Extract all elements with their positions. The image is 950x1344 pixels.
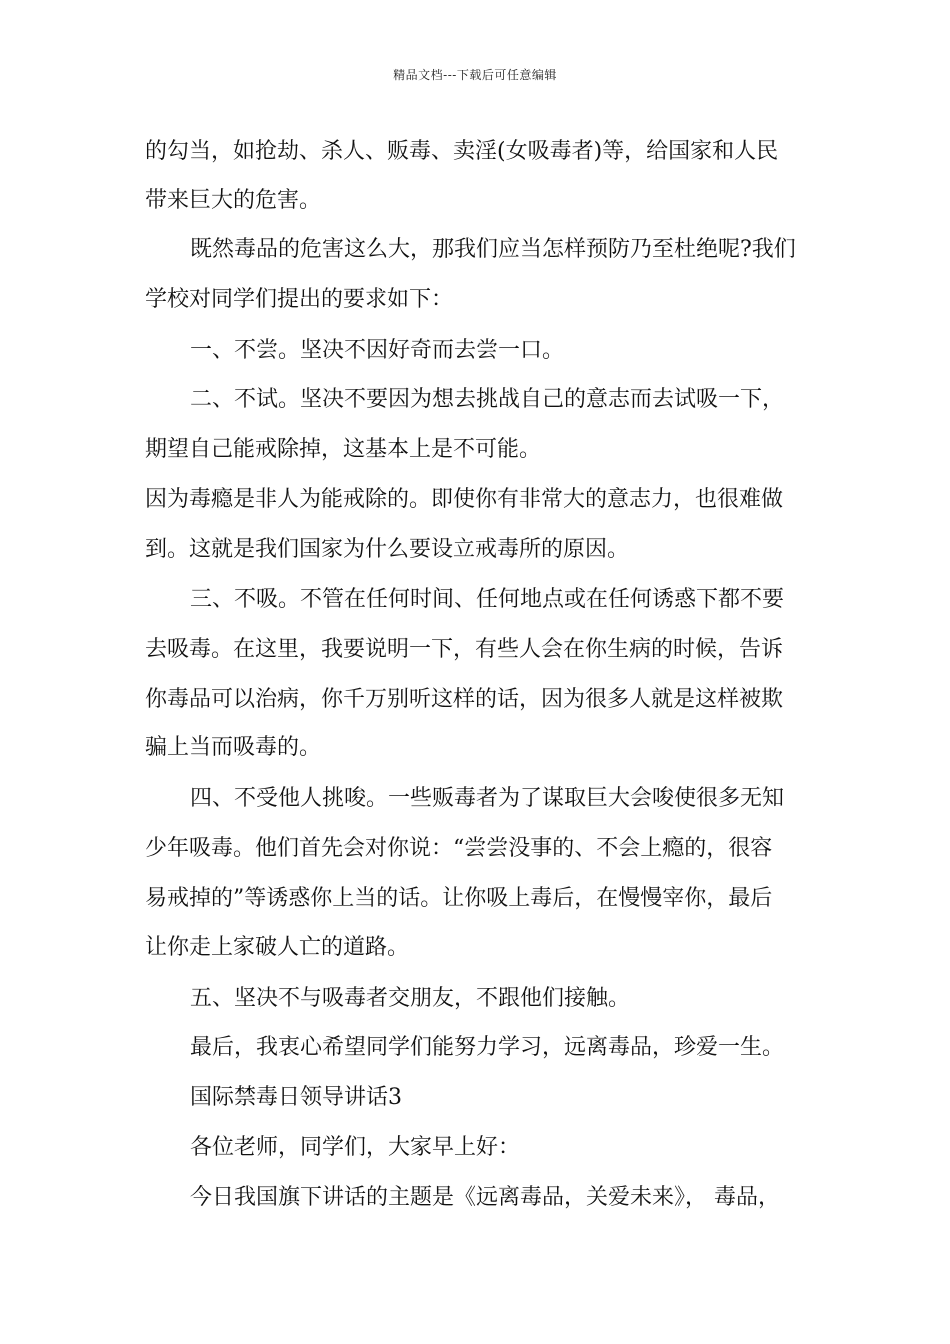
- text-line: 各位老师，同学们，大家早上好：: [190, 1135, 521, 1160]
- text-line: 一、不尝。坚决不因好奇而去尝一口。: [190, 338, 565, 363]
- text-line: 到。这就是我们国家为什么要设立戒毒所的原因。: [145, 537, 630, 562]
- text-line: 你毒品可以治病，你千万别听这样的话，因为很多人就是这样被欺: [145, 687, 784, 712]
- text-line: 今日我国旗下讲话的主题是《远离毒品，关爱未来》， 毒品，: [190, 1185, 780, 1210]
- section-heading: 国际禁毒日领导讲话3: [190, 1085, 402, 1110]
- text-line: 二、不试。坚决不要因为想去挑战自己的意志而去试吸一下，: [190, 387, 785, 412]
- text-line: 让你走上家破人亡的道路。: [145, 935, 410, 960]
- text-line: 的勾当，如抢劫、杀人、贩毒、卖淫(女吸毒者)等，给国家和人民: [145, 139, 779, 164]
- text-line: 最后，我衷心希望同学们能努力学习，远离毒品，珍爱一生。: [190, 1035, 785, 1060]
- page-header: 精品文档---下载后可任意编辑: [393, 68, 557, 82]
- text-line: 少年吸毒。他们首先会对你说：“尝尝没事的、不会上瘾的，很容: [145, 836, 773, 861]
- text-line: 四、不受他人挑唆。一些贩毒者为了谋取巨大会唆使很多无知: [190, 786, 785, 811]
- text-line: 三、不吸。不管在任何时间、任何地点或在任何诱惑下都不要: [190, 587, 785, 612]
- text-line: 带来巨大的危害。: [145, 188, 322, 213]
- text-line: 期望自己能戒除掉，这基本上是不可能。: [145, 437, 542, 462]
- text-line: 既然毒品的危害这么大，那我们应当怎样预防乃至杜绝呢?我们: [190, 237, 796, 262]
- text-line: 易戒掉的”等诱惑你上当的话。让你吸上毒后，在慢慢宰你，最后: [145, 886, 773, 911]
- text-line: 骗上当而吸毒的。: [145, 735, 322, 760]
- text-line: 因为毒瘾是非人为能戒除的。即使你有非常大的意志力，也很难做: [145, 487, 784, 512]
- text-line: 五、坚决不与吸毒者交朋友，不跟他们接触。: [190, 986, 631, 1011]
- text-line: 学校对同学们提出的要求如下：: [145, 287, 454, 312]
- text-line: 去吸毒。在这里，我要说明一下，有些人会在你生病的时候，告诉: [145, 637, 784, 662]
